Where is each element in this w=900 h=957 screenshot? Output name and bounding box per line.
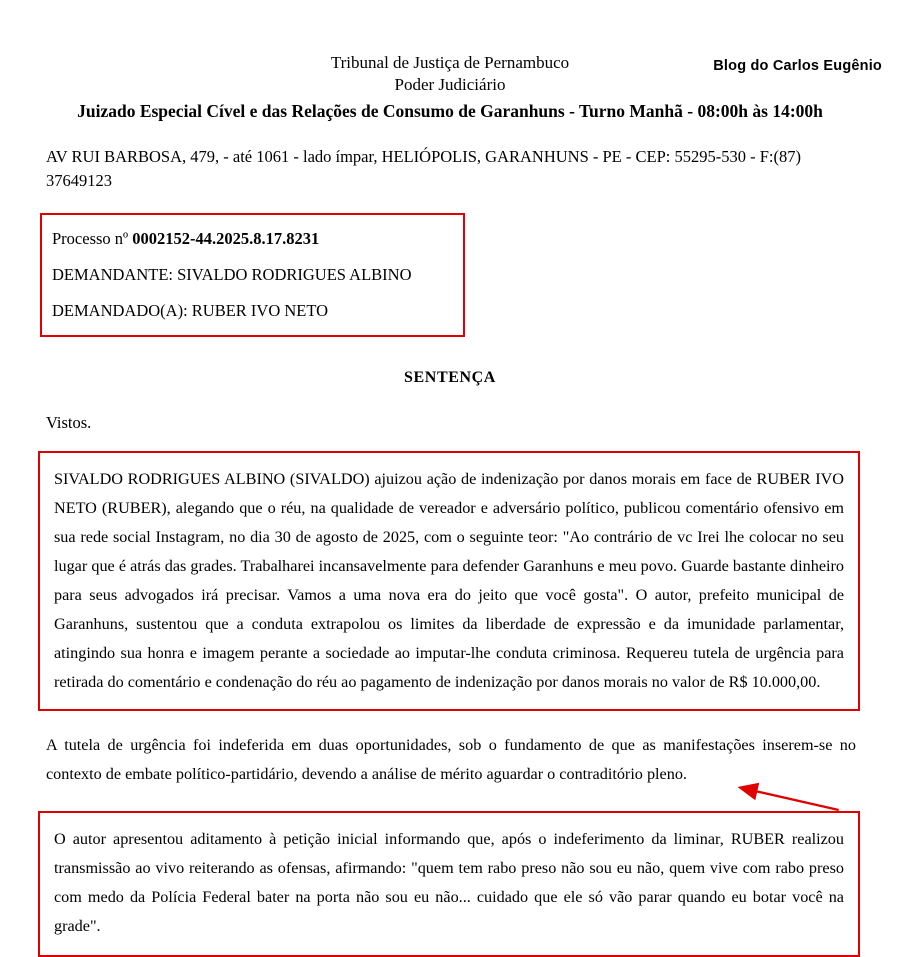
paragraph-2: A tutela de urgência foi indeferida em duas oportunidades, sob o fundamento de que as manifestações inserem-se no contexto de embate político-partidário, devendo a análise de mérito aguardar o contraditório pleno. [46, 736, 856, 783]
blog-watermark: Blog do Carlos Eugênio [713, 58, 882, 74]
court-address: AV RUI BARBOSA, 479, - até 1061 - lado ímpar, HELIÓPOLIS, GARANHUNS - PE - CEP: 55295-530 - F:(87) 37649123 [46, 147, 801, 190]
document-page [0, 52, 900, 955]
court-name: Tribunal de Justiça de Pernambuco [330, 53, 570, 72]
process-label: Processo nº [52, 229, 133, 248]
arrow-line [740, 788, 839, 811]
document-title: SENTENÇA [404, 369, 496, 386]
process-info-box [40, 213, 465, 337]
judiciary-branch: Poder Judiciário [394, 75, 506, 94]
paragraph-1-text: SIVALDO RODRIGUES ALBINO (SIVALDO) ajuizou ação de indenização por danos morais em face de RUBER IVO NETO (RUBER), alegando que o réu, na qualidade de vereador e adversário político, publicou comentário ofensivo em sua rede social Instagram, no dia 30 de agosto de 2025, com o seguinte teor: "Ao contrário de vc Irei lhe colocar no seu lugar que é atrás das grades. Trabalharei incansavelmente para defender Garanhuns e meu povo. Guarde bastante dinheiro para seus advogados irá precisar. Vamos a uma nova era do jeito que você gosta". O autor, prefeito municipal de Garanhuns, sustentou que a conduta extrapolou os limites da liberdade de expressão e da imunidade parlamentar, atingindo sua honra e imagem perante a sociedade ao imputar-lhe conduta criminosa. Requereu tutela de urgência para retirada do comentário e condenação do réu ao pagamento de indenização por danos morais no valor de R$ 10.000,00. [54, 470, 844, 691]
process-number: 0002152-44.2025.8.17.8231 [132, 229, 320, 248]
court-division: Juizado Especial Cível e das Relações de Consumo de Garanhuns - Turno Manhã - 08:00h às 14:00h [77, 101, 823, 121]
highlighted-paragraph-3 [38, 811, 860, 957]
highlighted-paragraph-1 [38, 451, 860, 711]
defendant-line: DEMANDADO(A): RUBER IVO NETO [52, 301, 329, 320]
plaintiff-line: DEMANDANTE: SIVALDO RODRIGUES ALBINO [52, 265, 412, 284]
paragraph-3-text: O autor apresentou aditamento à petição inicial informando que, após o indeferimento da liminar, RUBER realizou transmissão ao vivo reiterando as ofensas, afirmando: "quem tem rabo preso não sou eu não, quem vive com rabo preso com medo da Polícia Federal bater na porta não sou eu não... cuidado que ele só vão parar quando eu botar você na grade". [54, 830, 844, 935]
process-number-line [52, 225, 453, 255]
vistos-line: Vistos. [46, 413, 92, 432]
